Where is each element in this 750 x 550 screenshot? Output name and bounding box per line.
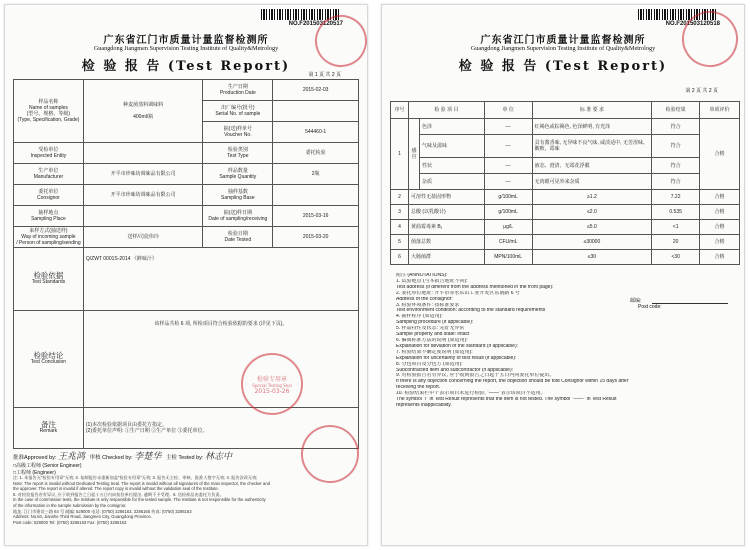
institute-name-en: Guangdong Jiangmen Supervision Testing Institute of Quality&Metrology — [93, 45, 279, 52]
voucher-no-value: 544460-1 — [273, 122, 359, 143]
item-evaluation: 合格 — [700, 235, 740, 250]
group-evaluation: 合格 — [700, 119, 740, 190]
item-evaluation: 合格 — [700, 220, 740, 235]
item-result: <1 — [652, 220, 700, 235]
sampling-date-label: 抽(送)样日期 Date of sampling/receiving — [203, 206, 273, 227]
item-unit: — — [484, 135, 532, 158]
test-type-value: 委托检验 — [273, 143, 359, 164]
table-row — [391, 190, 740, 205]
table-row — [14, 80, 359, 101]
remark-label: 备注 Remark — [14, 408, 84, 449]
item-unit: CFU/mL — [484, 235, 532, 250]
sampling-base-label: 抽样基数 Sampling Base — [203, 185, 273, 206]
table-row — [14, 143, 359, 164]
voucher-no-label: 抽(送)样单号 Voucher No. — [203, 122, 273, 143]
table-row — [391, 205, 740, 220]
testing-seal-stamp: 检验专用章 Special Testing Seal 2015-03-26 — [241, 353, 303, 415]
col-header-evaluation: 单项评价 — [700, 102, 740, 119]
item-name: 杂质 — [419, 174, 484, 190]
item-unit: — — [484, 158, 532, 174]
row-number: 2 — [391, 190, 409, 205]
table-row — [391, 135, 740, 158]
col-header-item: 检 验 项 目 — [408, 102, 484, 119]
col-header-requirement: 标 准 要 求 — [532, 102, 652, 119]
item-evaluation: 合格 — [700, 205, 740, 220]
certificate-number: NO.F201503120518 — [665, 21, 720, 27]
item-result: 20 — [652, 235, 700, 250]
table-row — [14, 206, 359, 227]
item-name: 黄曲霉毒素 B₁ — [408, 220, 484, 235]
sampling-date-value: 2015-03-16 — [273, 206, 359, 227]
table-row — [391, 174, 740, 190]
col-header-no: 序号 — [391, 102, 409, 119]
item-unit: — — [484, 119, 532, 135]
col-header-unit: 单 位 — [484, 102, 532, 119]
sample-name-value: 种麦菌蒸料调味料 400ml/瓶 — [83, 80, 203, 143]
item-unit: g/100mL — [484, 190, 532, 205]
sample-quantity-value: 2瓶 — [273, 164, 359, 185]
production-date-label: 生产日期 Production Date — [203, 80, 273, 101]
senior-engineer-checkbox: □高级工程师 (Senior Engineer) — [13, 463, 82, 469]
page-number: 第 1 页 共 2 页 — [308, 72, 341, 78]
item-result: 符合 — [652, 158, 700, 174]
item-unit: MPN/100mL — [484, 250, 532, 265]
item-name: 可溶性无盐固形物 — [408, 190, 484, 205]
test-date-label: 检验日期 Date Tested — [203, 227, 273, 248]
results-table — [390, 101, 740, 265]
sample-quantity-label: 样品数量 Sample Quantity — [203, 164, 273, 185]
signature-line: 批准Approved by: 王兆鸿 审核 Checked by: 李楚华 主检 Tested by: 林志中 — [13, 452, 232, 462]
conclusion-label: 检验结论 Test Conclusion — [14, 311, 84, 408]
item-result: <30 — [652, 250, 700, 265]
item-name: 性状 — [419, 158, 484, 174]
item-requirement: ≥1.2 — [532, 190, 652, 205]
report-footnotes: 注: 1. 本报告无"检验专用章"无效; 2. 复制报告未重新加盖"检验专用章"无效; 3. 报告无主检、审核、批准人签字无效; 4. 报告涂改无效; Note: The report is invalid without Dedicated Testing Seal. The report is invalid without all signatures of the main inspector, the checker and the approver. The report is invalid if altered. The report copy is invalid without the validation seal of the Institute. 5. 对检验报告若有异议, 应于收到报告之日起十五日内向检验单位提出, 逾期不予受理。6. 送检样品由委托方负责。 In the case of commission tests, the Institute is only responsible for the tested sample. The Institute is not responsible for the authenticity of the information in the sample submission by the consignor. 地址: 江门市建设三路 64 号 邮编: 529000 电话: (0750) 3286163, 3286165 传真: (0750) 3286163 Address: No.64, Jianshe Third Road, Jiangmen City, Guangdong Province. Post code: 529000 Tel: (0750) 3286163 Fax: (0750) 3286163 — [13, 475, 270, 525]
institute-name-en: Guangdong Jiangmen Supervision Testing Institute of Quality&Metrology — [470, 45, 656, 52]
item-requirement: 具有酱香味, 无异味不良气味, 咸淡适中, 无苦涩味、酸败、霉味 — [532, 135, 652, 158]
row-number: 4 — [391, 220, 409, 235]
table-row — [391, 220, 740, 235]
manufacturer-value: 开平市珍味坊调味品有限公司 — [83, 164, 203, 185]
item-requirement: ≤5.0 — [532, 220, 652, 235]
item-name: 菌落总数 — [408, 235, 484, 250]
consignor-label: 委托单位 Consignor — [14, 185, 84, 206]
sampling-place-value — [83, 206, 203, 227]
institute-name-cn: 广东省江门市质量计量监督检测所 — [480, 35, 646, 46]
item-name: 大肠菌群 — [408, 250, 484, 265]
sample-name-label: 样品名称 Name of samples (型号、规格、等级) (Type, Specification, Grade) — [14, 80, 84, 143]
report-title: 检 验 报 告 (Test Report) — [458, 59, 668, 74]
row-number: 6 — [391, 250, 409, 265]
annotations: 附注 (ANNOTATIONS): 1. 试验地点 (与本报告地址不同): Test address (if different from the address mentioned in the front page): 2. 委托单位地址: 开平市赤水东山工业开发区东南路 6 号 Address of the consignor: 3. 检验环境条件: 按标准要求 Test environment condition: according to the standard requirements 4. 抽样程序 (如适用): Sampling procedure (if applicable): 5. 样品特性及状态: 完好无异常 Sample property and state: intact 6. 偏离标准方法的说明 (如适用): Explanation for deviation of the standard (if applicable): 7. 检验结果不确定度说明 (如适用): Explanation for uncertainty of test result (if applicable): 8. 分包项目及分包方 (如适用): Subcontracted item and subcontractor (if applicable): 9. 对检验报告若有异议, 应于收到报告之日起十五日内向委托单位提出。 If there is any objection concerning the report, the objection should be told Consignor within 15 days after receiving the report. 10. 检验结果栏中"/"表示项目未进行检验, "——"表示该项目不适用。 The symbol "/" in Test Result represents that the item is not tested. The symbol "——" in Test Result represents inapplicability. — [396, 273, 629, 408]
inspected-entity-value — [83, 143, 203, 164]
page-number: 第 2 页 共 2 页 — [685, 88, 718, 94]
certificate-number: NO.F201503120517 — [288, 21, 343, 27]
tester-signature: 林志中 — [204, 452, 232, 462]
table-row — [14, 248, 359, 311]
table-row — [391, 119, 740, 135]
item-requirement: ≤30 — [532, 250, 652, 265]
postcode-fill-line — [652, 297, 728, 304]
table-row — [391, 235, 740, 250]
item-result: 符合 — [652, 135, 700, 158]
report-page-2 — [381, 4, 745, 546]
production-date-value: 2015-02-03 — [273, 80, 359, 101]
test-type-label: 检验类别 Test Type — [203, 143, 273, 164]
table-row — [14, 227, 359, 248]
sample-info-table — [13, 79, 359, 449]
item-requirement: 无肉眼可见外来杂质 — [532, 174, 652, 190]
table-row — [14, 311, 359, 408]
test-date-value: 2015-03-20 — [273, 227, 359, 248]
item-name: 总酸 (以乳酸计) — [408, 205, 484, 220]
item-requirement: ≤30000 — [532, 235, 652, 250]
conclusion-value: 该样品共检 6 项, 所检项目符合检验依据的要求 (详见下页)。 — [83, 311, 358, 408]
sample-way-value: 送样/司徒伟玲 — [83, 227, 203, 248]
manufacturer-label: 生产单位 Manufacturer — [14, 164, 84, 185]
report-title: 检 验 报 告 (Test Report) — [81, 59, 291, 74]
item-unit: — — [484, 174, 532, 190]
item-requirement: 液态、澄清、无霉花浮膜 — [532, 158, 652, 174]
checker-signature: 李楚华 — [134, 452, 162, 462]
item-unit: g/100mL — [484, 205, 532, 220]
sampling-base-value — [273, 185, 359, 206]
row-number: 1 — [391, 119, 409, 190]
item-evaluation: 合格 — [700, 190, 740, 205]
table-row — [14, 164, 359, 185]
item-name: 色泽 — [419, 119, 484, 135]
approver-signature: 王兆鸿 — [57, 452, 85, 462]
row-number: 3 — [391, 205, 409, 220]
engineer-checkbox: □工程师 (Engineer) — [13, 470, 56, 476]
table-header-row — [391, 102, 740, 119]
serial-no-label: 出厂编号(批号) Serial No. of sample — [203, 101, 273, 122]
inspected-entity-label: 受检单位 Inspected Entity — [14, 143, 84, 164]
item-requirement: 红褐色或棕褐色, 色泽鲜明, 有光泽 — [532, 119, 652, 135]
table-row — [391, 158, 740, 174]
item-evaluation: 合格 — [700, 250, 740, 265]
institute-name-cn: 广东省江门市质量计量监督检测所 — [103, 35, 269, 46]
table-row — [391, 250, 740, 265]
item-result: 符合 — [652, 119, 700, 135]
item-result: 0.535 — [652, 205, 700, 220]
table-row — [14, 185, 359, 206]
item-requirement: ≤2.0 — [532, 205, 652, 220]
item-unit: μg/L — [484, 220, 532, 235]
test-standards-value: Q/ZWT 0001S-2014 《鲜味汁》 — [83, 248, 358, 311]
item-name: 气味及滋味 — [419, 135, 484, 158]
test-standards-label: 检验依据 Test Standards — [14, 248, 84, 311]
serial-no-value — [273, 101, 359, 122]
remark-value: (1)本次检验依据项目由委托方指定。 (2)委托单位声明: ①生产日期 ②生产单位 ③委托单位。 — [83, 408, 358, 449]
col-header-result: 检验结果 — [652, 102, 700, 119]
item-result: 符合 — [652, 174, 700, 190]
group-label-sensory: 感官 — [408, 119, 419, 190]
consignor-value: 开平市珍味坊调味品有限公司 — [83, 185, 203, 206]
postcode-label-cn: 邮编: — [630, 298, 642, 304]
sample-way-label: 来样方式(抽送样) Way of incoming sample / Person of sampling/sending — [14, 227, 84, 248]
postcode-label-en: Post code: — [638, 304, 662, 310]
item-result: 7.22 — [652, 190, 700, 205]
row-number: 5 — [391, 235, 409, 250]
sampling-place-label: 抽样地点 Sampling Place — [14, 206, 84, 227]
report-page-1 — [4, 4, 368, 546]
